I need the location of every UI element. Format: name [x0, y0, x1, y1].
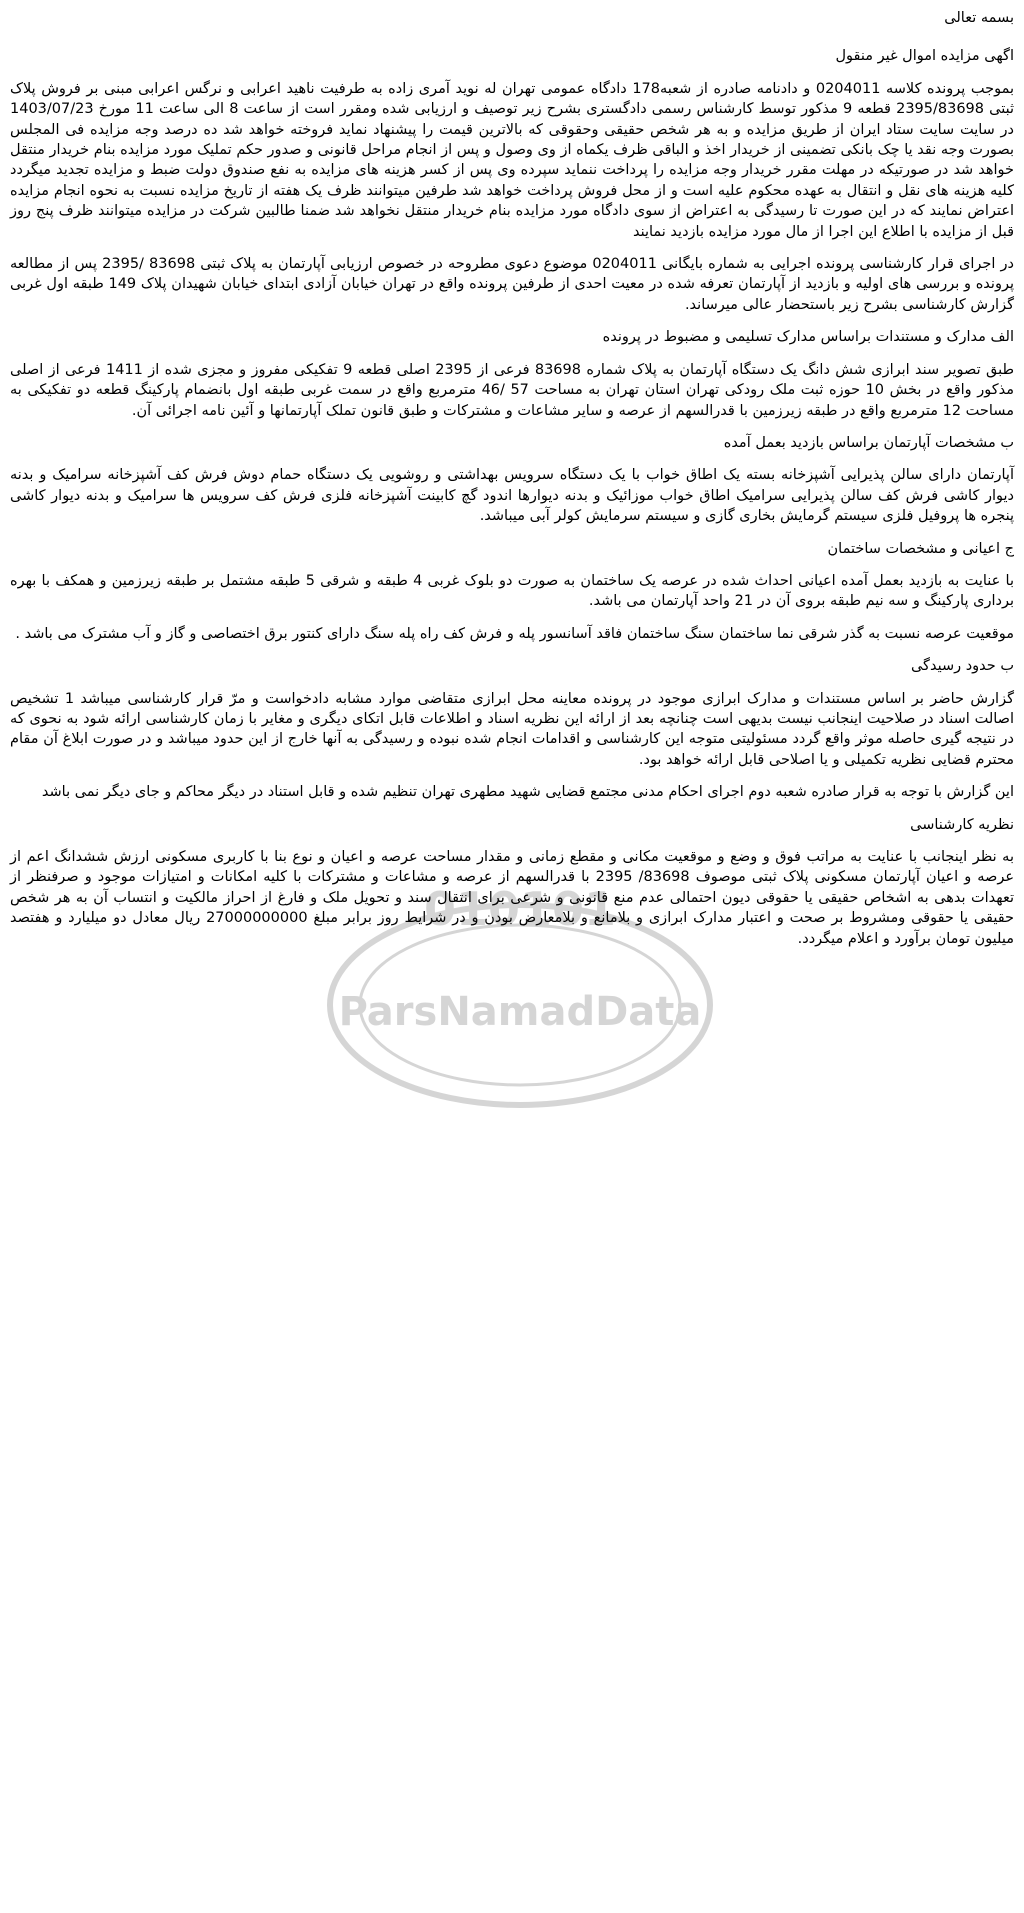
paragraph-auction-terms: بموجب پرونده کلاسه 0204011 و دادنامه صادره از شعبه178 دادگاه عمومی تهران له نوید آمری زاده به طرفیت ناهید اعرابی و نرگس اعرابی مبنی بر فروش پلاک ثبتی 2395/83698 قطعه 9 مذکور توسط کارشناس رسمی دادگستری بشرح زیر توصیف و ارزیابی شده ومقرر است از ساعت 8 الی ساعت 11 مورخ 1403/07/23 در سایت سایت ستاد ایران از طریق مزایده و به هر شخص حقیقی وحقوقی که بالاترین قیمت را پیشنهاد نماید فروخته خواهد شد ده درصد وجه مزایده فی المجلس بصورت وجه نقد یا چک بانکی تضمینی از خریدار اخذ و الباقی ظرف یکماه از وی وصول و پس از انجام مراحل قانونی و صدور حکم تملیک مورد مزایده بنام خریدار منتقل خواهد شد در صورتیکه در مهلت مقرر خریدار وجه مزایده را پرداخت ننماید سپرده وی پس از کسر هزینه های مزایده به نفع صندوق دولت ضبط و مزایده تجدید میگردد کلیه هزینه های نقل و انتقال به عهده محکوم علیه است و از محل فروش پرداخت خواهد شد طرفین میتوانند ظرف یک هفته از تاریخ مزایده نسبت به نحوه انجام مزایده اعتراض نمایند که در این صورت تا رسیدگی به اعتراض از سوی دادگاه مورد مزایده بنام خریدار منتقل نخواهد شد ضمنا طالبین شرکت در مزایده میتوانند ظرف پنج روز قبل از مزایده با اطلاع این اجرا از مال مورد مزایده بازدید نمایند	[10, 80, 1014, 240]
notice-body	[10, 8, 1014, 949]
paragraph-building: با عنایت به بازدید بعمل آمده اعیانی احداث شده در عرصه یک ساختمان به صورت دو بلوک غربی 4 طبقه و شرقی 5 طبقه مشتمل بر طبقه زیرزمین و همکف با بهره برداری پارکینگ و سه نیم طبقه بروی آن در 21 واحد آپارتمان می باشد.	[10, 572, 1014, 610]
paragraph-deed: طبق تصویر سند ابرازی شش دانگ یک دستگاه آپارتمان به پلاک شماره 83698 فرعی از 2395 اصلی قطعه 9 تفکیکی مفروز و مجزی شده از 1411 فرعی از اصلی مذکور واقع در بخش 10 حوزه ثبت ملک رودکی تهران استان تهران به مساحت 57 /46 مترمربع واقع در سمت غربی طبقه اول بانضمام پارکینگ قطعه دو تفکیکی به مساحت 12 مترمربع واقع در طبقه زیرزمین با قدرالسهم از عرصه و سایر مشاعات و مشترکات و طبق قانون تملک آپارتمانها و آئین نامه اجرائی آن.	[10, 361, 1014, 419]
heading-apartment-specs: ب مشخصات آپارتمان براساس بازدید بعمل آمده	[723, 434, 1014, 451]
heading-documents: الف مدارک و مستندات براساس مدارک تسلیمی و مضبوط در پرونده	[602, 329, 1014, 346]
paragraph-apartment-specs: آپارتمان دارای سالن پذیرایی آشپزخانه بسته یک اطاق خواب با یک دستگاه سرویس بهداشتی و روشویی یک دستگاه حمام دوش فرش کف آشپزخانه سرامیک و بدنه دیوار کاشی فرش کف سالن پذیرایی سرامیک اطاق خواب موزائیک و بدنه دیوارها اندود گچ کابینت آشپزخانه فلزی فرش کف سرویس ها سرامیک و بدنه دیوار کاشی پنجره ها پروفیل فلزی سیستم گرمایش بخاری گازی و سیستم سرمایش کولر آبی میباشد.	[10, 467, 1014, 525]
paragraph-expert-intro: در اجرای قرار کارشناسی پرونده اجرایی به شماره بایگانی 0204011 موضوع دعوی مطروحه در خصوص ارزیابی آپارتمان به پلاک ثبتی 83698 /2395 پس از مطالعه پرونده و بررسی های اولیه و بازدید از آپارتمان تعرفه شده در معیت احدی از طرفین پرونده واقع در تهران خیابان آزادی ابتدای خیابان شهیدان پلاک 149 طبقه اول غربی گزارش کارشناسی بشرح زیر باستحضار عالی میرساند.	[10, 256, 1014, 313]
heading-scope: ب حدود رسیدگی	[910, 658, 1014, 675]
document-title: اگهی مزایده اموال غیر منقول	[835, 48, 1014, 65]
paragraph-location: موقعیت عرصه نسبت به گذر شرقی نما ساختمان سنگ ساختمان فاقد آسانسور پله و فرش کف راه پله سنگ دارای کنتور برق اختصاصی و گاز و آب مشترک می باشد .	[15, 625, 1014, 642]
watermark-brand: ParsNamadData	[338, 989, 702, 1035]
watermark-number: 010101	[423, 882, 617, 936]
paragraph-report-validity: این گزارش با توجه به قرار صادره شعبه دوم اجرای احکام مدنی مجتمع قضایی شهید مطهری تهران تنظیم شده و قابل استناد در دیگر محاکم و جای دیگر نمی باشد	[41, 784, 1014, 801]
document-header: بسمه تعالی	[944, 10, 1014, 26]
heading-building: ج اعیانی و مشخصات ساختمان	[827, 540, 1014, 557]
paragraph-expert-opinion: به نظر اینجانب با عنایت به مراتب فوق و وضع و موقعیت مکانی و مقطع زمانی و مقدار مساحت عرصه و اعیان و نوع بنا با کاربری مسکونی ارزش ششدانگ اعم از عرصه و اعیان آپارتمان مسکونی پلاک ثبتی موصوف 83698/ 2395 با قدرالسهم از عرصه و مشاعات و مشترکات با کلیه امکانات و امتیازات موجود و صرفنظر از تعهدات بدهی به اشخاص حقیقی یا حقوقی دیون احتمالی عدم منع قانونی و شرعی برای انتقال سند و تحویل ملک و فارغ از احراز مالکیت و انتساب آن به هر شخص حقیقی یا حقوقی ومشروط بر صحت و اعتبار مدارک ابرازی و بلامانع و بلامعارض بودن و در شرایط روز برابر مبلغ 27000000000 ریال معادل دو میلیارد و هفتصد میلیون تومان برآورد و اعلام میگردد.	[10, 849, 1015, 947]
heading-expert-opinion: نظریه کارشناسی	[910, 816, 1014, 833]
paragraph-scope: گزارش حاضر بر اساس مستندات و مدارک ابرازی موجود در پرونده معاینه محل ابرازی متقاضی موارد مشابه دادخواست و مرّ قرار کارشناسی میباشد 1 تشخیص اصالت اسناد در صلاحیت اینجانب نیست بدیهی است چنانچه بعد از ارائه این نظریه اسناد و اطلاعات قابل اتکای دیگری و مغایر با زمان کارشناسی ارائه شود به نحوی که در نتیجه گیری حاصله موثر واقع گردد مسئولیتی متوجه این کارشناسی و اقدامات انجام شده نبوده و رسیدگی به آنها خارج از این حدود میباشد و در صورت ابلاغ آن مقام محترم قضایی نظریه تکمیلی و یا اصلاحی قابل ارائه خواهد بود.	[10, 690, 1014, 768]
